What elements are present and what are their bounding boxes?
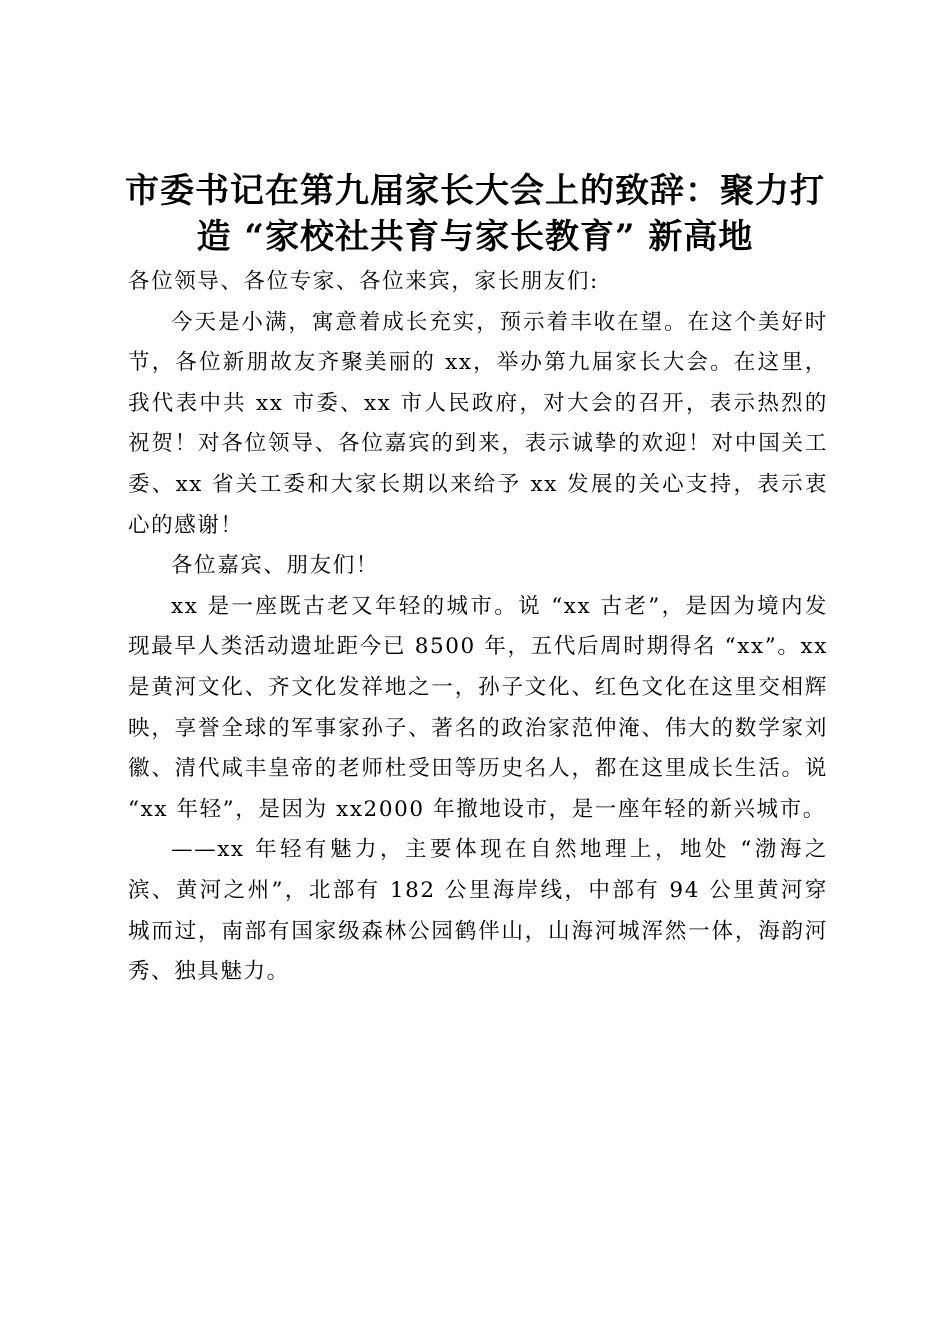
title-line-1: 市委书记在第九届家长大会上的致辞：聚力打	[125, 171, 825, 211]
body-paragraph: xx 是一座既古老又年轻的城市。说 “xx 古老”，是因为境内发现最早人类活动遗址距今已 8500 年，五代后周时期得名 “xx”。xx 是黄河文化、齐文化发祥地之一，孙子文化、红色文化在这里交相辉映，享誉全球的军事家孙子、著名的政治家范仲淹、伟大的数学家刘徽、清代咸丰皇帝的老师杜受田等历史名人，都在这里成长生活。说 “xx 年轻”，是因为 xx2000 年撤地设市，是一座年轻的新兴城市。	[128, 593, 828, 822]
body-paragraph: 今天是小满，寓意着成长充实，预示着丰收在望。在这个美好时节，各位新朋故友齐聚美丽的 xx，举办第九届家长大会。在这里，我代表中共 xx 市委、xx 市人民政府，对大会的召开，表示热烈的祝贺！对各位领导、各位嘉宾的到来，表示诚挚的欢迎！对中国关工委、xx 省关工委和大家长期以来给予 xx 发展的关心支持，表示衷心的感谢！	[128, 309, 828, 538]
document-title	[118, 168, 832, 260]
body-paragraph: ——xx 年轻有魅力，主要体现在自然地理上，地处 “渤海之滨、黄河之州”，北部有 182 公里海岸线，中部有 94 公里黄河穿城而过，南部有国家级森林公园鹤伴山，山海河城浑然一体，海韵河秀、独具魅力。	[128, 837, 828, 985]
title-line-2: 造 “家校社共育与家长教育” 新高地	[196, 217, 754, 257]
document-body	[128, 262, 828, 993]
salutation: 各位领导、各位专家、各位来宾，家长朋友们:	[128, 269, 599, 294]
body-paragraph: 各位嘉宾、朋友们！	[171, 553, 379, 579]
